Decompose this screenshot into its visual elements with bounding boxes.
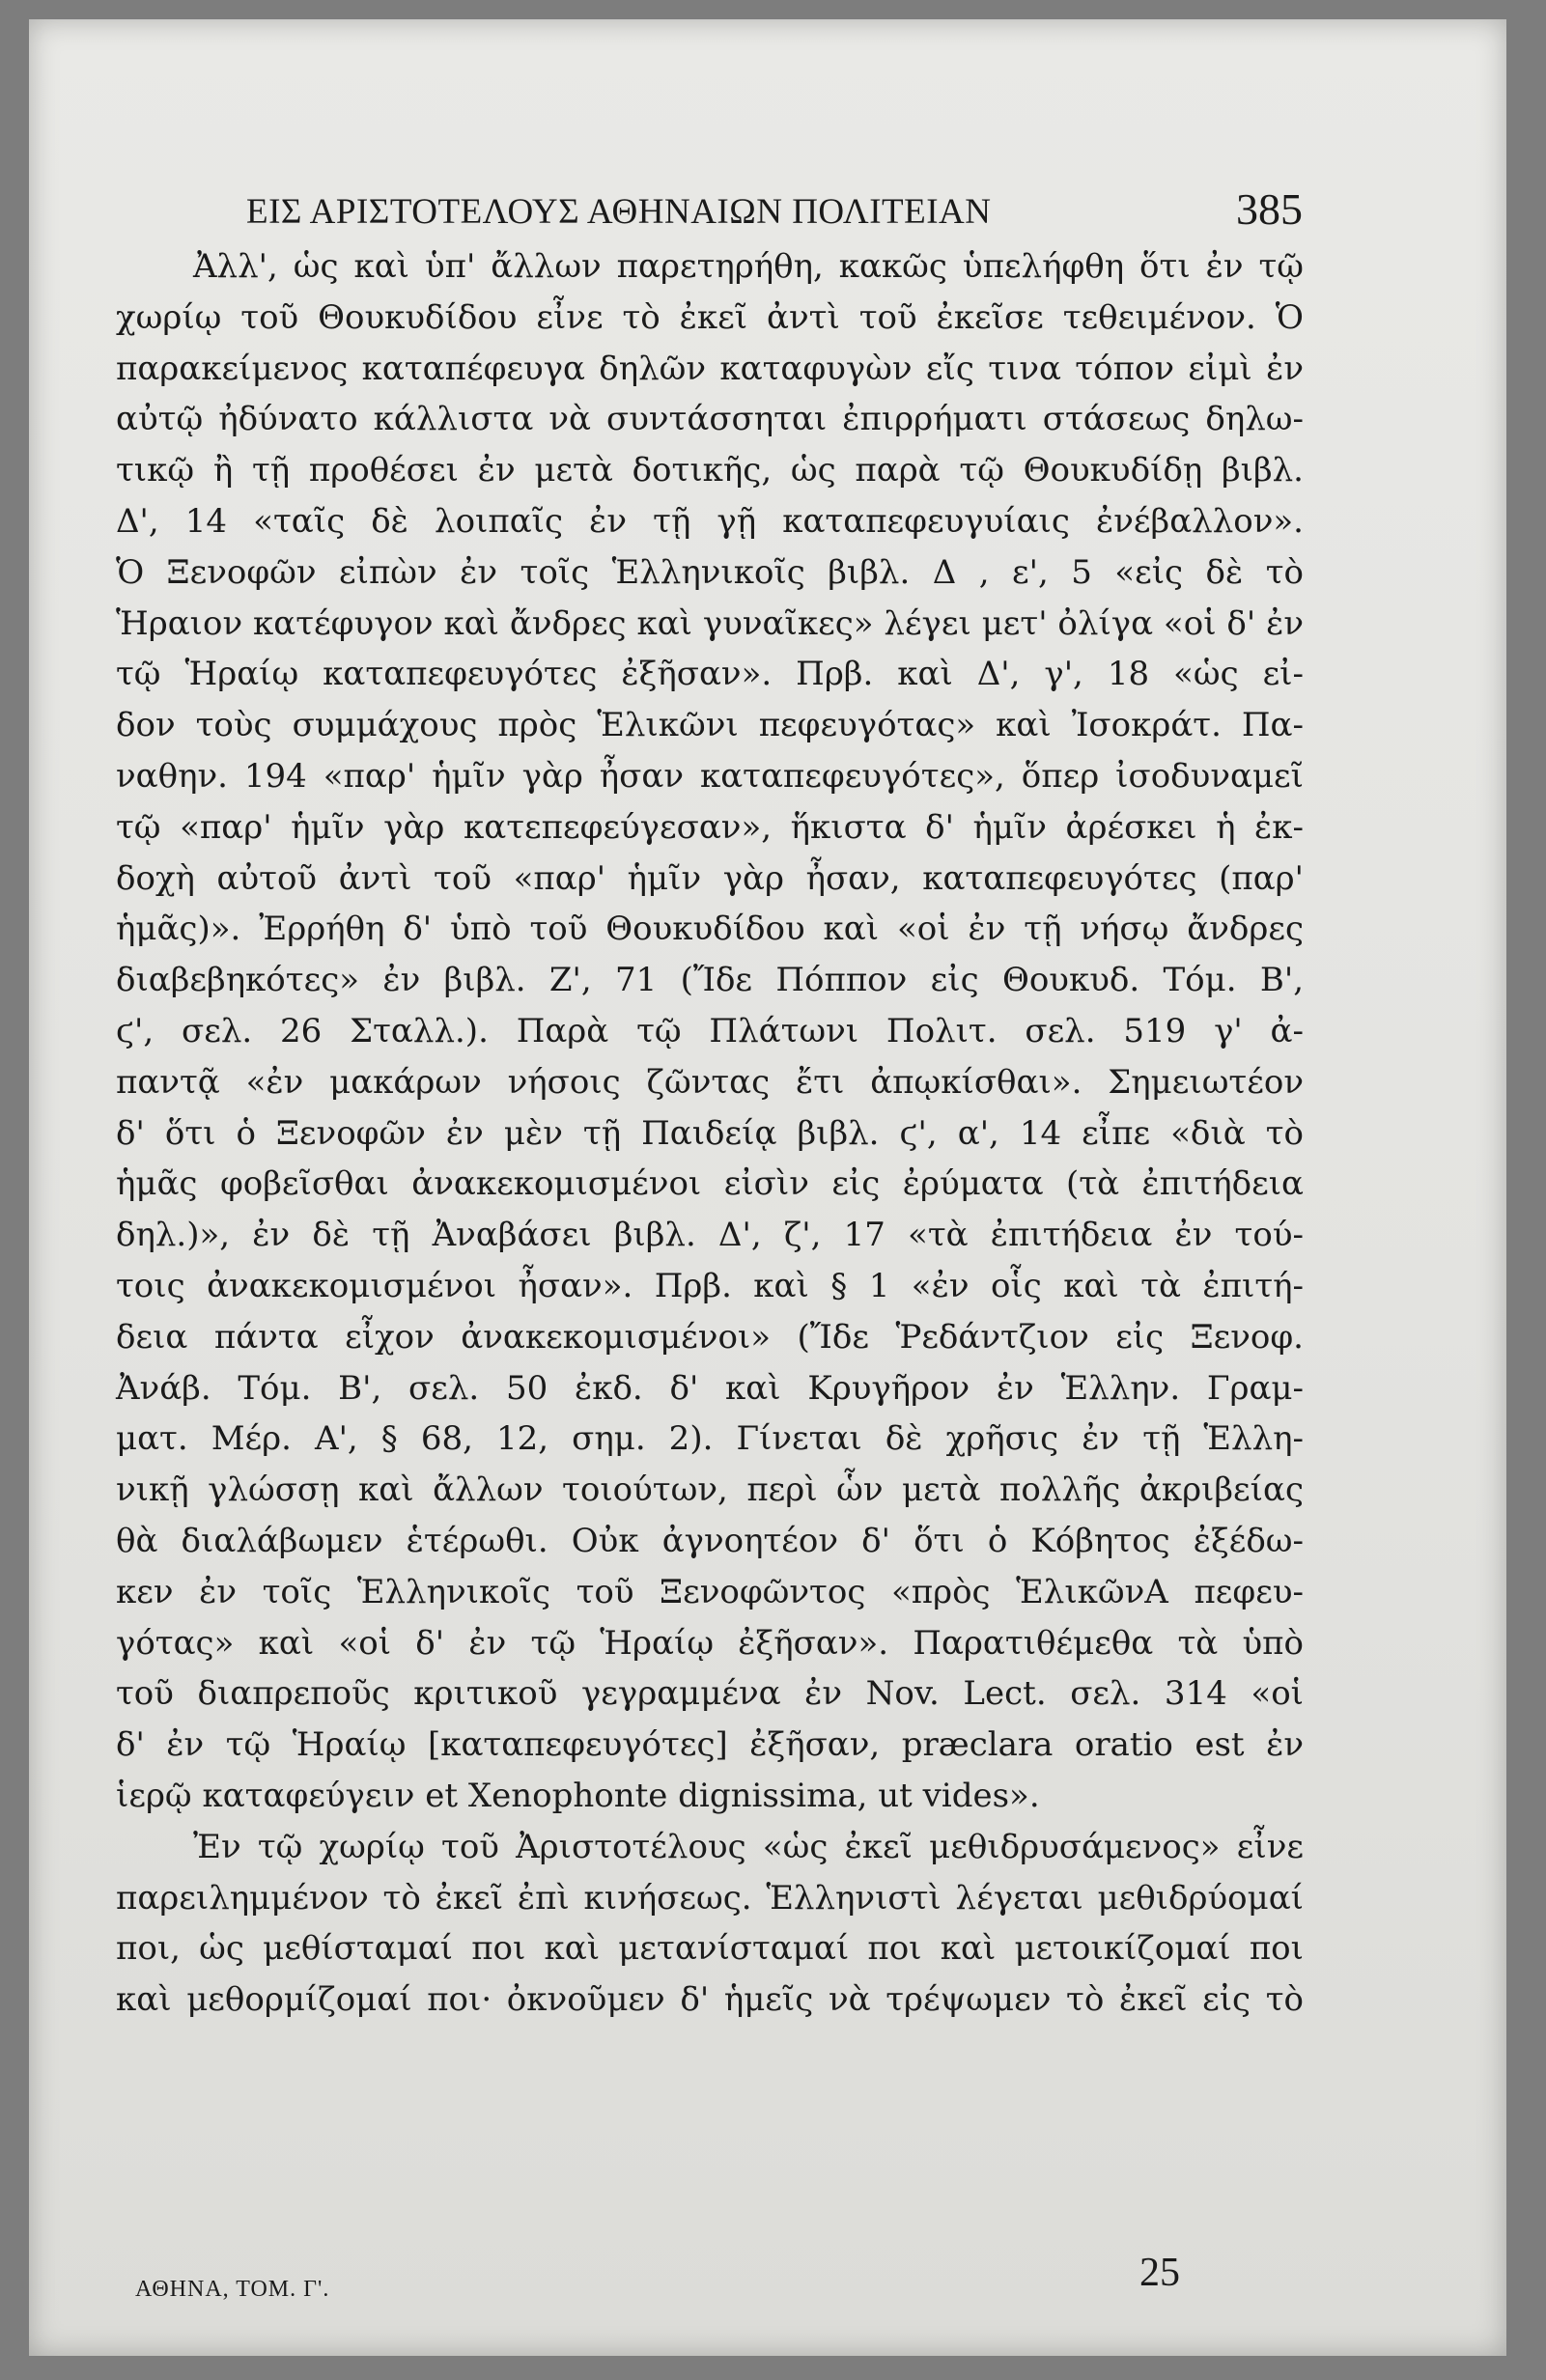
text-line: παρακείμενος καταπέφευγα δηλῶν καταφυγὼν εἴς τινα τόπον εἰμὶ ἐν	[116, 349, 1304, 388]
text-line: νικῇ γλώσσῃ καὶ ἄλλων τοιούτων, περὶ ὧν μετὰ πολλῆς ἀκριβείας	[116, 1470, 1304, 1510]
text-line: παντᾷ «ἐν μακάρων νήσοις ζῶντας ἔτι ἀπῳκίσθαι». Σημειωτέον	[116, 1062, 1304, 1102]
text-line: ναθην. 194 «παρ' ἡμῖν γὰρ ἦσαν καταπεφευγότες», ὅπερ ἰσοδυναμεῖ	[116, 756, 1304, 796]
text-line: καὶ μεθορμίζομαί ποι· ὀκνοῦμεν δ' ἡμεῖς νὰ τρέψωμεν τὸ ἐκεῖ εἰς τὸ	[116, 1980, 1304, 2020]
book-page	[29, 19, 1506, 2356]
text-line: Ἡραιον κατέφυγον καὶ ἄνδρες καὶ γυναῖκες» λέγει μετ' ὀλίγα «οἱ δ' ἐν	[116, 603, 1304, 643]
text-line: ἡμᾶς)». Ἐρρήθη δ' ὑπὸ τοῦ Θουκυδίδου καὶ «οἱ ἐν τῇ νήσῳ ἄνδρες	[116, 910, 1304, 949]
text-line: χωρίῳ τοῦ Θουκυδίδου εἶνε τὸ ἐκεῖ ἀντὶ τοῦ ἐκεῖσε τεθειμένον. Ὁ	[116, 297, 1304, 337]
sheet-number: 25	[1139, 2251, 1180, 2295]
text-line: τοῦ διαπρεποῦς κριτικοῦ γεγραμμένα ἐν Nov. Lect. σελ. 314 «οἱ	[116, 1674, 1304, 1714]
text-line: ϛ', σελ. 26 Σταλλ.). Παρὰ τῷ Πλάτωνι Πολιτ. σελ. 519 γ' ἀ-	[116, 1011, 1304, 1050]
page-footer	[116, 2250, 1304, 2308]
text-line: παρειλημμένον τὸ ἐκεῖ ἐπὶ κινήσεως. Ἑλληνιστὶ λέγεται μεθιδρύομαί	[116, 1878, 1304, 1918]
text-line: ποι, ὡς μεθίσταμαί ποι καὶ μετανίσταμαί ποι καὶ μετοικίζομαί ποι	[116, 1929, 1304, 1969]
text-line: ἡμᾶς φοβεῖσθαι ἀνακεκομισμένοι εἰσὶν εἰς ἐρύματα (τὰ ἐπιτήδεια	[116, 1164, 1304, 1204]
text-line: δηλ.)», ἐν δὲ τῇ Ἀναβάσει βιβλ. Δ', ζ', 17 «τὰ ἐπιτήδεια ἐν τού-	[116, 1216, 1304, 1255]
text-line: δοχὴ αὐτοῦ ἀντὶ τοῦ «παρ' ἡμῖν γὰρ ἦσαν, καταπεφευγότες (παρ'	[116, 858, 1304, 898]
running-header	[29, 183, 1506, 241]
text-line: ματ. Μέρ. Α', § 68, 12, σημ. 2). Γίνεται δὲ χρῆσις ἐν τῇ Ἑλλη-	[116, 1419, 1304, 1459]
text-line: τῷ Ἡραίῳ καταπεφευγότες ἐξῆσαν». Πρβ. καὶ Δ', γ', 18 «ὡς εἰ-	[116, 655, 1304, 694]
text-line: ἱερῷ καταφεύγειν et Xenophonte dignissima, ut vides».	[116, 1776, 1040, 1815]
page-number: 385	[1236, 184, 1303, 234]
text-line: Ἀνάβ. Τόμ. Β', σελ. 50 ἐκδ. δ' καὶ Κρυγῆρον ἐν Ἑλλην. Γραμ-	[116, 1368, 1304, 1408]
text-line: θὰ διαλάβωμεν ἑτέρωθι. Οὐκ ἀγνοητέον δ' ὅτι ὁ Κόβητος ἐξέδω-	[116, 1521, 1304, 1560]
running-title: ΕΙΣ ΑΡΙΣΤΟΤΕΛΟΥΣ ΑΘΗΝΑΙΩΝ ΠΟΛΙΤΕΙΑΝ	[246, 192, 992, 232]
text-line: κεν ἐν τοῖς Ἑλληνικοῖς τοῦ Ξενοφῶντος «πρὸς ἙλικῶνΑ πεφευ-	[116, 1572, 1304, 1611]
text-line: τοις ἀνακεκομισμένοι ἦσαν». Πρβ. καὶ § 1 «ἐν οἷς καὶ τὰ ἐπιτή-	[116, 1266, 1304, 1305]
text-line: τῷ «παρ' ἡμῖν γὰρ κατεπεφεύγεσαν», ἥκιστα δ' ἡμῖν ἀρέσκει ἡ ἐκ-	[116, 807, 1304, 847]
signature-mark: ΑΘΗΝΑ, ΤΟΜ. Γ'.	[135, 2277, 330, 2302]
text-line: Ἐν τῷ χωρίῳ τοῦ Ἀριστοτέλους «ὡς ἐκεῖ μεθιδρυσάμενος» εἶνε	[193, 1827, 1304, 1866]
text-line: τικῷ ἢ τῇ προθέσει ἐν μετὰ δοτικῆς, ὡς παρὰ τῷ Θουκυδίδῃ βιβλ.	[116, 451, 1304, 490]
text-line: Δ', 14 «ταῖς δὲ λοιπαῖς ἐν τῇ γῇ καταπεφευγυίαις ἐνέβαλλον».	[116, 501, 1304, 541]
text-line: Ἀλλ', ὡς καὶ ὑπ' ἄλλων παρετηρήθη, κακῶς ὑπελήφθη ὅτι ἐν τῷ	[193, 247, 1304, 286]
text-line: διαβεβηκότες» ἐν βιβλ. Ζ', 71 (Ἴδε Πόππον εἰς Θουκυδ. Τόμ. Β',	[116, 961, 1304, 1000]
body-text	[116, 241, 1304, 2026]
text-line: αὐτῷ ἠδύνατο κάλλιστα νὰ συντάσσηται ἐπιρρήματι στάσεως δηλω-	[116, 400, 1304, 439]
text-line: δεια πάντα εἶχον ἀνακεκομισμένοι» (Ἴδε Ῥεδάντζιον εἰς Ξενοφ.	[116, 1317, 1304, 1357]
text-line: δ' ὅτι ὁ Ξενοφῶν ἐν μὲν τῇ Παιδείᾳ βιβλ. ϛ', α', 14 εἶπε «διὰ τὸ	[116, 1113, 1304, 1153]
text-line: δον τοὺς συμμάχους πρὸς Ἑλικῶνι πεφευγότας» καὶ Ἰσοκράτ. Πα-	[116, 706, 1304, 745]
text-line: δ' ἐν τῷ Ἡραίῳ [καταπεφευγότες] ἐξῆσαν, præclara oratio est ἐν	[116, 1725, 1304, 1765]
text-line: Ὁ Ξενοφῶν εἰπὼν ἐν τοῖς Ἑλληνικοῖς βιβλ. Δ , ε', 5 «εἰς δὲ τὸ	[116, 552, 1304, 592]
text-line: γότας» καὶ «οἱ δ' ἐν τῷ Ἡραίῳ ἐξῆσαν». Παρατιθέμεθα τὰ ὑπὸ	[116, 1623, 1304, 1663]
